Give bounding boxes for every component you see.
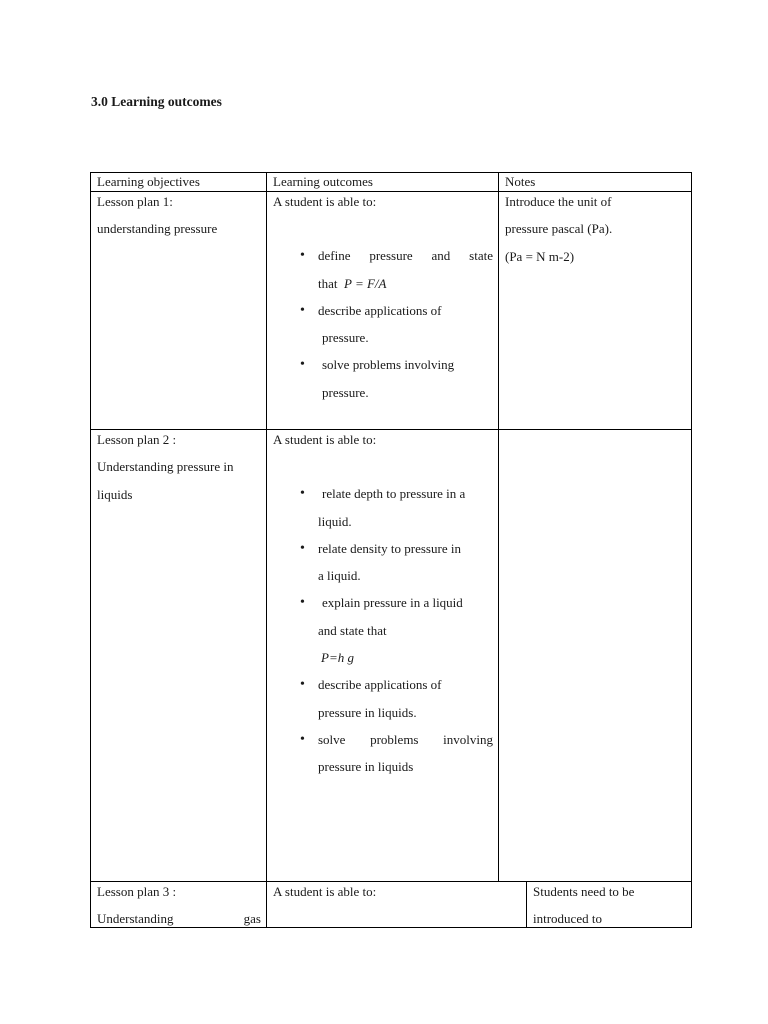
row2-outcome-list	[273, 480, 493, 780]
row1-objective-line2: understanding pressure	[97, 221, 218, 237]
column-divider-2	[498, 173, 499, 881]
row3-outcomes	[273, 878, 521, 905]
row2-intro: A student is able to:	[273, 432, 377, 447]
row3-divider-1	[266, 881, 267, 928]
list-item: • define pressure and state that P = F/A	[273, 242, 493, 297]
row2-objective-line3: liquids	[97, 486, 133, 502]
row1-intro: A student is able to:	[273, 194, 377, 209]
list-item: • explain pressure in a liquid and state that P=h g	[273, 589, 493, 671]
row3-objective-line1: Lesson plan 3 :	[97, 884, 177, 899]
row2-objective	[97, 426, 261, 508]
list-item: • relate depth to pressure in a liquid.	[273, 480, 493, 535]
row3-objective-word2: gas	[243, 911, 261, 927]
row1-notes-line2: pressure pascal (Pa).	[505, 221, 613, 237]
liquid-pressure-formula: P=h g	[321, 650, 354, 666]
header-learning-objectives: Learning objectives	[97, 174, 200, 189]
row3-objective-word1: Understanding	[97, 911, 174, 927]
list-item: • solve problems involving pressure in liquids	[273, 726, 493, 781]
row2-objective-line1: Lesson plan 2 :	[97, 432, 177, 447]
row1-objective-line1: Lesson plan 1:	[97, 194, 173, 209]
row3-objective	[97, 878, 261, 928]
header-notes: Notes	[505, 174, 536, 189]
row1-objective	[97, 188, 262, 243]
row3-notes	[533, 878, 687, 928]
row3-notes-line1: Students need to be	[533, 884, 635, 899]
list-item: • describe applications of pressure in liquids.	[273, 671, 493, 726]
learning-outcomes-table	[90, 172, 692, 928]
row2-outcomes	[273, 426, 493, 781]
list-item: • solve problems involving pressure.	[273, 351, 493, 406]
row3-divider-2	[526, 881, 527, 928]
list-item: • relate density to pressure in a liquid.	[273, 535, 493, 590]
page-heading: 3.0 Learning outcomes	[91, 94, 222, 109]
row1-notes-line3: (Pa = N m-2)	[505, 248, 575, 264]
row1-outcome-list	[273, 242, 493, 406]
row1-outcomes	[273, 188, 493, 406]
list-item: • describe applications of pressure.	[273, 297, 493, 352]
row1-notes-line1: Introduce the unit of	[505, 194, 612, 209]
row3-intro: A student is able to:	[273, 884, 377, 899]
row1-notes	[505, 188, 687, 270]
column-divider-1	[266, 173, 267, 881]
row3-notes-line2: introduced to	[533, 911, 602, 927]
pressure-formula: P = F/A	[344, 275, 387, 291]
header-learning-outcomes: Learning outcomes	[273, 174, 373, 189]
row2-objective-line2: Understanding pressure in	[97, 459, 234, 475]
